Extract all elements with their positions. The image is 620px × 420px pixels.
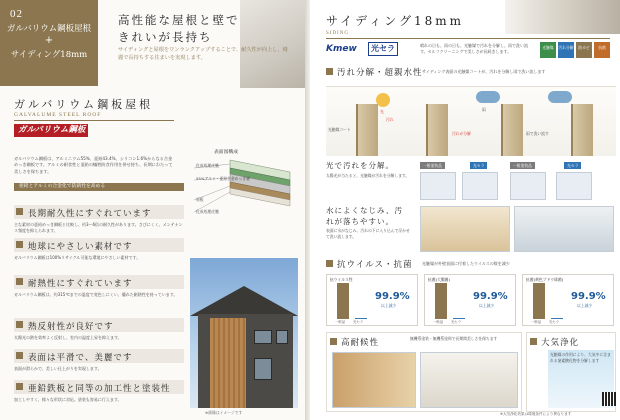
lead-text: サイディングと屋根をワンランクアップすることで、耐久性が向上し、綺麗で長持ちする住まいを実現します。 — [118, 47, 288, 61]
feature-note: 光触媒が外壁表面に付着したウイルスの数を減少 — [422, 261, 510, 266]
antibacterial-chart-1 — [424, 274, 516, 326]
siding-photo — [505, 0, 620, 34]
catch-line1: 高性能な屋根と壁で — [118, 13, 240, 27]
badge-decompose: 汚れ分解 — [558, 42, 574, 58]
chapter-plus: + — [44, 35, 54, 46]
catch-copy — [118, 12, 240, 46]
feature-text: 太陽光の熱を効率よく反射し、室内の温度上昇を抑えます。 — [14, 335, 122, 340]
reduction-label: 以上減少 — [577, 303, 593, 308]
axis-label: 光セラ — [353, 320, 364, 324]
siding-rule — [326, 38, 610, 39]
callout-2: 55%アルミ・亜鉛合金めっき層 — [196, 176, 250, 181]
bullet-square — [16, 352, 23, 359]
bullet-square — [326, 68, 333, 75]
bullet-square — [16, 241, 23, 248]
feature-title: 汚れ分解・超親水性 — [337, 68, 423, 78]
feature-title: 地球にやさしい素材です — [28, 242, 133, 252]
feature-title: 表面は平滑で、美麗です — [28, 353, 133, 363]
feature-title: 亜鉛鉄板と同等の加工性と塗装性 — [28, 384, 171, 394]
chapter-line2: サイディング18mm — [10, 50, 88, 60]
weather-test-graph — [420, 352, 518, 408]
feature-text: 加工しやすく、様々な形状に対応。塗装も容易に行えます。 — [14, 397, 122, 402]
house-wood-siding — [210, 318, 246, 408]
test-photo — [462, 172, 498, 200]
test-photo — [420, 172, 456, 200]
band-note: 亜鉛とアルミの合金化で防錆性を高める — [14, 183, 184, 191]
brand-description: 晴れの日も、雨の日も、光触媒で汚れを分解し、雨で洗い流す。セルフクリーニングで美しさが長続きします。 — [420, 43, 528, 54]
feature-text: ガルバリウム鋼板は100%リサイクル可能な環境にやさしい素材です。 — [14, 255, 141, 260]
self-cleaning-illustration — [326, 86, 616, 156]
dirt-label: 汚れ — [386, 117, 394, 122]
footnote: ※大気浄化効果は環境条件により異なります — [500, 412, 572, 416]
feature-4 — [14, 318, 184, 332]
feature-title: 熱反射性が良好です — [28, 322, 114, 332]
axis-label: 光セラ — [451, 320, 462, 324]
house-window — [276, 330, 288, 344]
callout-4: 化成処理皮膜 — [196, 209, 219, 214]
section-subtitle: GALVALUME STEEL ROOF — [14, 112, 102, 118]
reduction-label: 以上減少 — [381, 303, 397, 308]
sun-icon — [376, 93, 390, 107]
galvalume-description: ガルバリウム鋼板は、アルミニウム55%、亜鉛43.4%、シリコン1.6%からなる合金めっき鋼板です。アルミの耐食性と亜鉛の犠牲防食作用を併せ持ち、長期にわたって美しさを保ちます。 — [14, 156, 173, 174]
galvalume-logo: ガルバリウム鋼板 — [14, 124, 88, 137]
antivirus-chart — [326, 274, 418, 326]
house-photo — [190, 258, 298, 408]
reduction-label: 以上減少 — [479, 303, 495, 308]
feature-note: 光触媒の作用により、大気中に含まれる窒素酸化物を分解します — [550, 352, 611, 363]
cloud-icon — [548, 91, 572, 103]
droplet-photos — [514, 206, 614, 252]
rain-label: 雨 — [482, 107, 486, 112]
callout-1: 化成処理皮膜 — [196, 163, 219, 168]
section-rule — [14, 120, 174, 121]
bullet-square — [16, 278, 23, 285]
feature-title: 耐熱性にすぐれています — [28, 279, 133, 289]
chip-hikari: 光セラ — [564, 162, 581, 169]
catch-line2: きれいが長持ち — [118, 30, 213, 44]
bullet-square — [16, 383, 23, 390]
feature-title: 大気浄化 — [541, 338, 580, 348]
chapter-tag — [0, 0, 98, 86]
coat-label: 光触媒コート — [328, 127, 351, 132]
reduction-value: 99.9% — [375, 291, 410, 302]
bullet-square — [530, 338, 537, 345]
badge-photocatalyst: 光触媒 — [540, 42, 556, 58]
antivirus-charts — [326, 274, 616, 328]
test-photo — [556, 172, 592, 200]
feature-text: ガルバリウム鋼板は、約315℃までの温度で変色しにくい、優れた耐熱性を持っています。 — [14, 292, 178, 297]
feature-6 — [14, 380, 184, 394]
chip-standard: 一般塗装品 — [510, 162, 535, 169]
chart-title: 抗菌(大腸菌) — [428, 277, 450, 282]
test-photo — [510, 172, 546, 200]
wall-section — [501, 104, 523, 156]
wash-label: 雨で洗い流す — [526, 131, 549, 136]
photo-caption: ※画像はイメージです — [205, 410, 243, 415]
bullet-square — [330, 338, 337, 345]
axis-label: 一般品 — [433, 320, 444, 324]
siding-subtitle: SIDING — [326, 31, 349, 36]
cloud-icon — [476, 91, 500, 103]
section-title: ガルバリウム鋼板屋根 — [14, 98, 154, 111]
sun-label: 光 — [380, 109, 384, 114]
reduction-value: 99.9% — [571, 291, 606, 302]
qr-code — [602, 392, 616, 406]
chapter-number: 02 — [10, 8, 23, 20]
decompose-label: 汚れが分解 — [452, 131, 471, 136]
bullet-square — [16, 208, 23, 215]
chip-standard: 一般塗装品 — [420, 162, 445, 169]
wall-section — [571, 104, 593, 156]
roof-photo — [240, 0, 305, 88]
antibacterial-chart-2 — [522, 274, 614, 326]
feature-3 — [14, 275, 184, 289]
light-heading: 光で汚れを分解。 — [326, 161, 394, 170]
axis-label: 一般品 — [531, 320, 542, 324]
feature-note: 無機系塗装・無機系塗料で長期間美しさを保ちます — [410, 336, 498, 341]
badge-antimold: 防カビ — [576, 42, 592, 58]
bar-standard — [337, 283, 349, 319]
bullet-square — [16, 321, 23, 328]
chapter-line1: ガルバリウム鋼板屋根 — [6, 24, 92, 34]
weather-illustration — [332, 352, 416, 408]
water-heading: 水によくなじみ、汚れが落ちやすい。 — [326, 206, 403, 226]
axis-label: 光セラ — [549, 320, 560, 324]
diagram-title: 表面図構成 — [214, 150, 238, 155]
wall-section — [356, 104, 378, 156]
bar-standard — [435, 283, 447, 319]
chip-hikari: 光セラ — [470, 162, 487, 169]
hikari-cera-logo: 光セラ — [368, 42, 398, 56]
light-text: 太陽光が当たると、光触媒が汚れを分解します。 — [326, 173, 410, 178]
feature-5 — [14, 349, 184, 363]
kmew-logo: Kmew — [326, 44, 357, 54]
axis-label: 一般品 — [335, 320, 346, 324]
house-window — [254, 358, 272, 380]
chart-title: 抗菌(黄色ブドウ球菌) — [526, 277, 564, 282]
water-illustration — [420, 206, 510, 252]
feature-2 — [14, 238, 184, 252]
left-page — [0, 0, 305, 420]
feature-text: 表面が滑らかで、美しい仕上がりを実現します。 — [14, 366, 102, 371]
feature-badges — [540, 42, 614, 62]
feature-note: サイディング表面の光触媒コートが、汚れを分解し雨で洗い流します — [422, 69, 546, 74]
reduction-value: 99.9% — [473, 291, 508, 302]
bar-standard — [533, 283, 545, 319]
badge-antibacterial: 抗菌 — [594, 42, 610, 58]
feature-title: 高耐候性 — [341, 338, 380, 348]
wall-section — [426, 104, 448, 156]
feature-title: 抗ウイルス・抗菌 — [337, 260, 413, 270]
chart-title: 抗ウイルス性 — [330, 277, 353, 282]
water-text: 表面に水がなじみ、汚れの下に入り込んで浮かせて洗い流します。 — [326, 228, 410, 239]
feature-title: 長期耐久性にすぐれています — [28, 209, 152, 219]
callout-3: 原板 — [196, 197, 204, 202]
house-roof — [190, 286, 298, 316]
feature-text: 主な素材の亜鉛めっき鋼板と比較し、約3〜6倍の耐久性があります。さびにくく、メンテナンス頻度を抑えられます。 — [14, 222, 183, 233]
house-window — [254, 330, 272, 344]
right-page — [310, 0, 620, 420]
bullet-square — [326, 260, 333, 267]
feature-1 — [14, 205, 184, 219]
siding-title: サイディング18mm — [326, 14, 464, 28]
